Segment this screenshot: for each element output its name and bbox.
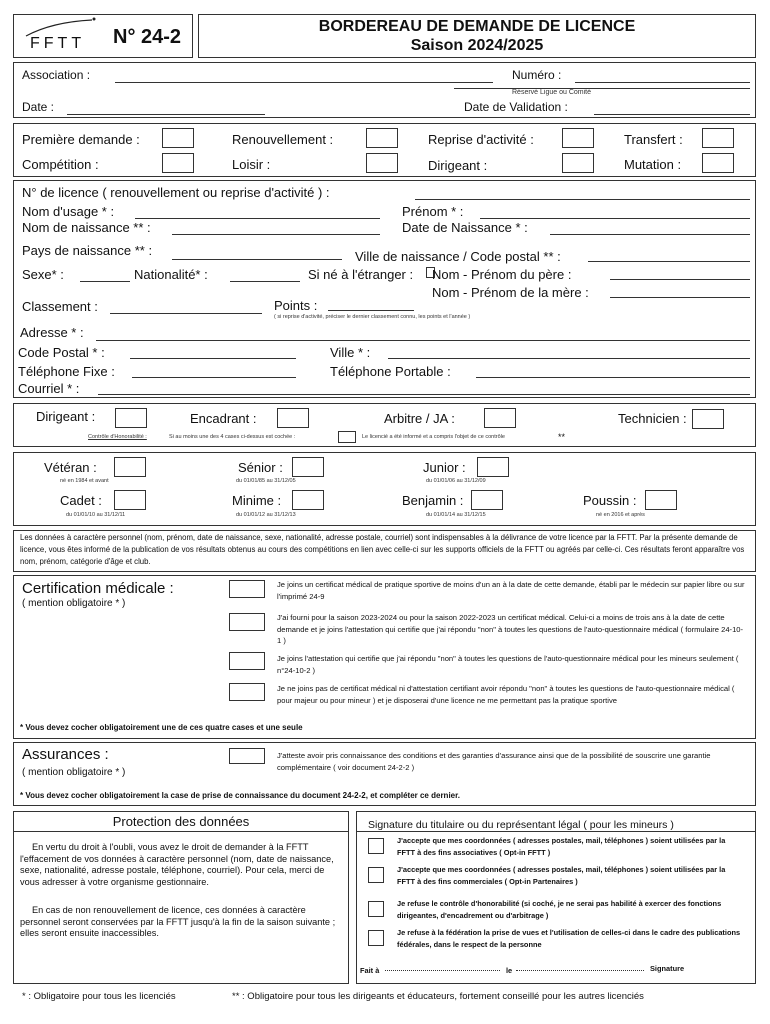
certification-option-2-text: J'ai fourni pour la saison 2023-2024 ou pour la saison 2022-2023 un certificat médical. Celui-ci a moins de trois ans à la date de cette demande et je joins l'attestation qui certifie que j'ai répondu "non" à toutes les questions de l'auto-questionnaire médical ( formulaire 24-10-1 ) bbox=[277, 613, 744, 645]
certification-option-1-checkbox[interactable] bbox=[229, 580, 265, 598]
association-label: Association : bbox=[22, 68, 91, 82]
protection-para-2: En cas de non renouvellement de licence, ces données à caractère personnel seront conservées par la FFTT jusqu'à la fin de la saison suivante ; elles seront ensuite inaccessibles. bbox=[20, 905, 336, 938]
nom-pere-label: Nom - Prénom du père : bbox=[432, 267, 572, 282]
adresse-label: Adresse * : bbox=[20, 325, 84, 340]
protection-para-1: En vertu du droit à l'oubli, vous avez le droit de demander à la FFTT l'effacement de vos données à caractère personnel (nom, date de naissance, sexe, nationalité, adresse postale, téléphone, courriel). Pour cela, merci de vous adresser à votre organisme gestionnaire. bbox=[20, 842, 334, 887]
optin-partenaires-text: J'accepte que mes coordonnées ( adresses postales, mail, téléphones ) soient utilisées par la FFTT à des fins commerciales ( Opt-in Partenaires ) bbox=[397, 865, 726, 886]
fait-a-label: Fait à bbox=[360, 966, 380, 975]
date-label: Date : bbox=[22, 100, 55, 114]
nationalite-field[interactable] bbox=[230, 281, 300, 282]
protection-section bbox=[13, 811, 349, 984]
prenom-label: Prénom * : bbox=[402, 204, 464, 219]
reserve-divider bbox=[454, 88, 750, 89]
arbitre-label: Arbitre / JA : bbox=[384, 411, 455, 426]
premiere-demande-checkbox[interactable] bbox=[162, 128, 194, 148]
form-number: N° 24-2 bbox=[113, 26, 182, 48]
logo-text: FFTT bbox=[30, 35, 86, 52]
technicien-checkbox[interactable] bbox=[692, 409, 724, 429]
nom-usage-label: Nom d'usage * : bbox=[22, 204, 115, 219]
minime-label: Minime : bbox=[232, 493, 282, 508]
ville-label: Ville * : bbox=[330, 345, 371, 360]
veteran-checkbox[interactable] bbox=[114, 457, 146, 477]
prenom-field[interactable] bbox=[480, 218, 750, 219]
dirigeant-role-label: Dirigeant : bbox=[36, 409, 96, 424]
reserve-note: Réservé Ligue ou Comité bbox=[512, 89, 591, 96]
certification-option-4-checkbox[interactable] bbox=[229, 683, 265, 701]
encadrant-checkbox[interactable] bbox=[277, 408, 309, 428]
sexe-field[interactable] bbox=[80, 281, 130, 282]
junior-range: du 01/01/06 au 31/12/09 bbox=[426, 478, 486, 484]
privacy-text: Les données à caractère personnel (nom, prénom, date de naissance, sexe, nationalité, adresse postale, courriel) sont indispensables à la délivrance de votre licence par la FFTT. Par la présente demande de licence, vous êtes informé de la publication de vos résultats obtenus au cours des compétitions en lien avec celle-ci sur les supports officiels de la FFTT ou agréés par celle-ci. Ces résultats feront apparaître vos nom, prénom, catégorie d'âge et club. bbox=[20, 533, 745, 566]
code-postal-label: Code Postal * : bbox=[18, 345, 105, 360]
veteran-range: né en 1984 et avant bbox=[60, 478, 109, 484]
benjamin-checkbox[interactable] bbox=[471, 490, 503, 510]
reprise-label: Reprise d'activité : bbox=[428, 132, 534, 147]
points-field[interactable] bbox=[328, 310, 414, 311]
optin-fftt-checkbox[interactable] bbox=[368, 838, 384, 854]
protection-title: Protection des données bbox=[112, 814, 250, 829]
nom-pere-field[interactable] bbox=[610, 279, 750, 280]
certification-mention: ( mention obligatoire * ) bbox=[22, 598, 126, 609]
nom-mere-field[interactable] bbox=[610, 297, 750, 298]
assurances-text: J'atteste avoir pris connaissance des conditions et des garanties d'assurance ainsi que de la possibilité de souscrire une garantie complémentaire ( voir document 24-2-2 ) bbox=[277, 751, 711, 772]
minime-checkbox[interactable] bbox=[292, 490, 324, 510]
sexe-label: Sexe* : bbox=[22, 267, 64, 282]
poussin-range: né en 2016 et après bbox=[596, 512, 645, 518]
adresse-field[interactable] bbox=[96, 340, 750, 341]
tel-fixe-field[interactable] bbox=[132, 377, 296, 378]
courriel-label: Courriel * : bbox=[18, 381, 80, 396]
classement-label: Classement : bbox=[22, 299, 98, 314]
premiere-demande-label: Première demande : bbox=[22, 132, 140, 147]
page-title: BORDEREAU DE DEMANDE DE LICENCE bbox=[318, 18, 636, 35]
loisir-checkbox[interactable] bbox=[366, 153, 398, 173]
courriel-field[interactable] bbox=[98, 394, 750, 395]
certification-title: Certification médicale : bbox=[22, 580, 174, 597]
certification-note: * Vous devez cocher obligatoirement une de ces quatre cases et une seule bbox=[20, 723, 303, 732]
competition-label: Compétition : bbox=[22, 157, 99, 172]
licencie-informe-text: Le licencié a été informé et a compris l'objet de ce contrôle bbox=[362, 434, 505, 440]
ville-naissance-field[interactable] bbox=[588, 261, 750, 262]
certification-option-1-text: Je joins un certificat médical de pratique sportive de moins d'un an à la date de cette demande, établi par le médecin sur papier libre ou sur l'imprimé 24-9 bbox=[277, 580, 745, 601]
classement-field[interactable] bbox=[110, 313, 262, 314]
refus-image-checkbox[interactable] bbox=[368, 930, 384, 946]
ville-naissance-label: Ville de naissance / Code postal ** : bbox=[355, 249, 561, 264]
renouvellement-checkbox[interactable] bbox=[366, 128, 398, 148]
refus-honorabilite-text: Je refuse le contrôle d'honorabilité (si coché, je ne serai pas habilité à exercer des fonctions dirigeantes, d'encadrement ou d'arbitrage ) bbox=[397, 899, 722, 920]
junior-checkbox[interactable] bbox=[477, 457, 509, 477]
ville-field[interactable] bbox=[388, 358, 750, 359]
dirigeant-type-checkbox[interactable] bbox=[562, 153, 594, 173]
date-validation-field[interactable] bbox=[594, 114, 750, 115]
reprise-checkbox[interactable] bbox=[562, 128, 594, 148]
technicien-label: Technicien : bbox=[618, 411, 687, 426]
honorabilite-text: Si au moins une des 4 cases ci-dessus est cochée : bbox=[169, 434, 296, 440]
poussin-checkbox[interactable] bbox=[645, 490, 677, 510]
protection-title-divider bbox=[13, 831, 349, 832]
date-field[interactable] bbox=[67, 114, 265, 115]
mutation-checkbox[interactable] bbox=[702, 153, 734, 173]
nom-naissance-field[interactable] bbox=[172, 234, 380, 235]
cadet-checkbox[interactable] bbox=[114, 490, 146, 510]
honorabilite-star: ** bbox=[558, 432, 566, 442]
transfert-label: Transfert : bbox=[624, 132, 683, 147]
certification-option-3-checkbox[interactable] bbox=[229, 652, 265, 670]
cadet-label: Cadet : bbox=[60, 493, 102, 508]
association-field[interactable] bbox=[115, 82, 493, 83]
signature-title-divider bbox=[356, 831, 756, 832]
pays-naissance-label: Pays de naissance ** : bbox=[22, 243, 153, 258]
nom-usage-field[interactable] bbox=[135, 218, 380, 219]
assurances-checkbox[interactable] bbox=[229, 748, 265, 764]
ne-etranger-label: Si né à l'étranger : bbox=[308, 267, 414, 282]
honorabilite-label: Contrôle d'Honorabilité : bbox=[88, 434, 147, 440]
certification-option-3-text: Je joins l'attestation qui certifie que j'ai répondu "non" à toutes les questions de l'auto-questionnaire médical pour les mineurs seulement ( n°24-10-2 ) bbox=[277, 654, 739, 675]
page-subtitle: Saison 2024/2025 bbox=[410, 37, 544, 54]
assurances-note: * Vous devez cocher obligatoirement la case de prise de connaissance du document 24-2-2, et compléter ce dernier. bbox=[20, 791, 461, 800]
minime-range: du 01/01/12 au 31/12/13 bbox=[236, 512, 296, 518]
renouvellement-label: Renouvellement : bbox=[232, 132, 334, 147]
points-label: Points : bbox=[274, 298, 318, 313]
date-signature-field[interactable] bbox=[516, 970, 644, 971]
senior-label: Sénior : bbox=[238, 460, 283, 475]
nom-mere-label: Nom - Prénom de la mère : bbox=[432, 285, 589, 300]
refus-honorabilite-checkbox[interactable] bbox=[368, 901, 384, 917]
cadet-range: du 01/01/10 au 31/12/11 bbox=[66, 512, 126, 518]
num-licence-field[interactable] bbox=[415, 199, 750, 200]
num-licence-label: N° de licence ( renouvellement ou reprise d'activité ) : bbox=[22, 185, 330, 200]
assurances-mention: ( mention obligatoire * ) bbox=[22, 767, 126, 778]
pays-naissance-field[interactable] bbox=[172, 259, 342, 260]
transfert-checkbox[interactable] bbox=[702, 128, 734, 148]
certification-option-2-checkbox[interactable] bbox=[229, 613, 265, 631]
footer-double-star-note: ** : Obligatoire pour tous les dirigeants et éducateurs, fortement conseillé pour les autres licenciés bbox=[232, 991, 644, 1002]
benjamin-range: du 01/01/14 au 31/12/15 bbox=[426, 512, 486, 518]
le-label: le bbox=[506, 966, 513, 975]
benjamin-label: Benjamin : bbox=[402, 493, 464, 508]
dirigeant-type-label: Dirigeant : bbox=[428, 158, 488, 173]
competition-checkbox[interactable] bbox=[162, 153, 194, 173]
dirigeant-role-checkbox[interactable] bbox=[115, 408, 147, 428]
senior-range: du 01/01/85 au 31/12/05 bbox=[236, 478, 296, 484]
honorabilite-checkbox[interactable] bbox=[338, 431, 356, 443]
date-naissance-field[interactable] bbox=[550, 234, 750, 235]
poussin-label: Poussin : bbox=[583, 493, 637, 508]
admin-section bbox=[13, 62, 756, 118]
senior-checkbox[interactable] bbox=[292, 457, 324, 477]
fait-a-field[interactable] bbox=[385, 970, 500, 971]
loisir-label: Loisir : bbox=[232, 157, 271, 172]
signature-label: Signature bbox=[650, 964, 685, 973]
optin-fftt-text: J'accepte que mes coordonnées ( adresses postales, mail, téléphones ) soient utilisées par la FFTT à des fins associatives ( Opt-in FFTT ) bbox=[397, 836, 726, 857]
numero-label: Numéro : bbox=[512, 68, 562, 82]
arbitre-checkbox[interactable] bbox=[484, 408, 516, 428]
date-validation-label: Date de Validation : bbox=[464, 100, 568, 114]
optin-partenaires-checkbox[interactable] bbox=[368, 867, 384, 883]
footer-star-note: * : Obligatoire pour tous les licenciés bbox=[22, 991, 176, 1002]
tel-portable-field[interactable] bbox=[476, 377, 750, 378]
assurances-title: Assurances : bbox=[22, 746, 109, 763]
numero-field[interactable] bbox=[575, 82, 750, 83]
encadrant-label: Encadrant : bbox=[190, 411, 257, 426]
refus-image-text: Je refuse à la fédération la prise de vues et l'utilisation de celles-ci dans le cadre des publications fédérales, dans le respect de la personne bbox=[397, 928, 741, 949]
junior-label: Junior : bbox=[423, 460, 466, 475]
veteran-label: Vétéran : bbox=[44, 460, 97, 475]
points-note: ( si reprise d'activité, préciser le dernier classement connu, les points et l'année ) bbox=[274, 314, 471, 320]
tel-portable-label: Téléphone Portable : bbox=[330, 364, 451, 379]
mutation-label: Mutation : bbox=[624, 157, 682, 172]
date-naissance-label: Date de Naissance * : bbox=[402, 220, 528, 235]
code-postal-field[interactable] bbox=[130, 358, 296, 359]
tel-fixe-label: Téléphone Fixe : bbox=[18, 364, 115, 379]
nom-naissance-label: Nom de naissance ** : bbox=[22, 220, 151, 235]
certification-option-4-text: Je ne joins pas de certificat médical ni d'attestation certifiant avoir répondu "non" à toutes les questions de l'auto-questionnaire médical ( pour majeur ou pour mineur ) et je disposerai d'une licence ne me permettant pas la pratique sportive bbox=[277, 684, 735, 705]
signature-title: Signature du titulaire ou du représentant légal ( pour les mineurs ) bbox=[368, 819, 674, 831]
nationalite-label: Nationalité* : bbox=[134, 267, 208, 282]
